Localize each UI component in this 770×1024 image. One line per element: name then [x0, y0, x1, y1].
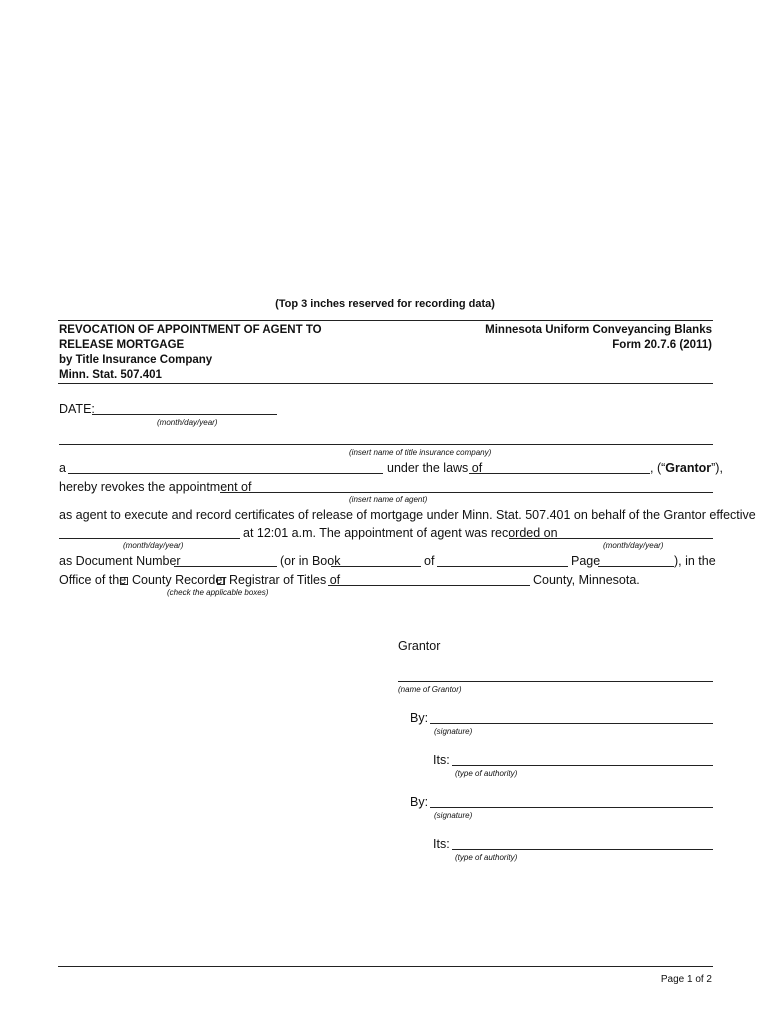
grantor-name-hint: (name of Grantor)	[398, 685, 462, 694]
title-company-hint: (insert name of title insurance company)	[349, 448, 492, 457]
book-of-field[interactable]	[437, 566, 568, 567]
page-number: Page 1 of 2	[660, 974, 712, 985]
in-the-label: ), in the	[674, 554, 716, 568]
authority-field-1[interactable]	[452, 765, 713, 766]
form-title-line2: RELEASE MORTGAGE	[59, 339, 185, 351]
grantor-word: Grantor	[665, 461, 712, 475]
state-of-organization-field[interactable]	[469, 473, 650, 474]
agent-sentence: as agent to execute and record certificates of release of mortgage under Minn. Stat. 507.401 on behalf of the Grantor effective	[59, 508, 756, 522]
date-hint: (month/day/year)	[157, 418, 218, 427]
county-recorder-option[interactable]	[120, 573, 227, 587]
effective-date-field[interactable]	[59, 538, 240, 539]
header-bottom-divider	[58, 383, 713, 384]
form-number: Form 20.7.6 (2011)	[612, 339, 712, 351]
by-label-1: By:	[410, 711, 429, 725]
under-laws-label: under the laws of	[387, 461, 483, 475]
registrar-option[interactable]	[217, 573, 340, 587]
county-recorder-label: County Recorder	[132, 573, 227, 587]
signature-hint-1: (signature)	[434, 727, 473, 736]
of-label: of	[424, 554, 435, 568]
grantor-suffix: ”),	[711, 461, 723, 475]
date-label: DATE:	[59, 402, 95, 416]
page-field[interactable]	[598, 566, 674, 567]
signature-field-2[interactable]	[430, 807, 713, 808]
signature-hint-2: (signature)	[434, 811, 473, 820]
recording-note: (Top 3 inches reserved for recording data)	[275, 298, 495, 310]
recorded-date-field[interactable]	[509, 538, 713, 539]
effective-date-hint: (month/day/year)	[123, 541, 184, 550]
county-field[interactable]	[328, 585, 530, 586]
county-mn-label: County, Minnesota.	[533, 573, 640, 587]
by-label-2: By:	[410, 795, 429, 809]
company-name-field[interactable]	[68, 473, 383, 474]
its-label-2: Its:	[433, 837, 450, 851]
form-title-block	[59, 323, 322, 383]
grantor-name-field[interactable]	[398, 681, 713, 682]
book-field[interactable]	[331, 566, 421, 567]
doc-number-label: as Document Number	[59, 554, 181, 568]
page-label: Page	[571, 554, 601, 568]
form-title-line3: by Title Insurance Company	[59, 354, 213, 366]
its-label-1: Its:	[433, 753, 450, 767]
form-series: Minnesota Uniform Conveyancing Blanks	[485, 324, 712, 336]
agent-name-field[interactable]	[220, 492, 713, 493]
book-label: (or in Book	[280, 554, 341, 568]
office-label: Office of the	[59, 573, 127, 587]
form-title-line1: REVOCATION OF APPOINTMENT OF AGENT TO	[59, 324, 322, 336]
agent-name-hint: (insert name of agent)	[349, 495, 428, 504]
registrar-label: Registrar of Titles of	[229, 573, 341, 587]
authority-hint-1: (type of authority)	[455, 769, 518, 778]
date-field[interactable]	[92, 414, 277, 415]
authority-field-2[interactable]	[452, 849, 713, 850]
footer-divider	[58, 966, 713, 967]
a-label: a	[59, 461, 66, 475]
county-recorder-checkbox[interactable]	[120, 577, 128, 585]
header-top-divider	[58, 320, 713, 321]
grantor-prefix: , (“	[650, 461, 666, 475]
authority-hint-2: (type of authority)	[455, 853, 518, 862]
check-boxes-hint: (check the applicable boxes)	[167, 588, 269, 597]
grantor-heading: Grantor	[398, 639, 441, 653]
doc-number-field[interactable]	[174, 566, 277, 567]
signature-field-1[interactable]	[430, 723, 713, 724]
time-label: at 12:01 a.m. The appointment of agent was recorded on	[243, 526, 558, 540]
grantor-definition	[650, 461, 723, 475]
form-id-block	[485, 323, 712, 353]
form-title-line4: Minn. Stat. 507.401	[59, 369, 162, 381]
registrar-checkbox[interactable]	[217, 577, 225, 585]
recorded-date-hint: (month/day/year)	[603, 541, 664, 550]
revokes-label: hereby revokes the appointment of	[59, 480, 252, 494]
title-company-field[interactable]	[59, 444, 713, 445]
